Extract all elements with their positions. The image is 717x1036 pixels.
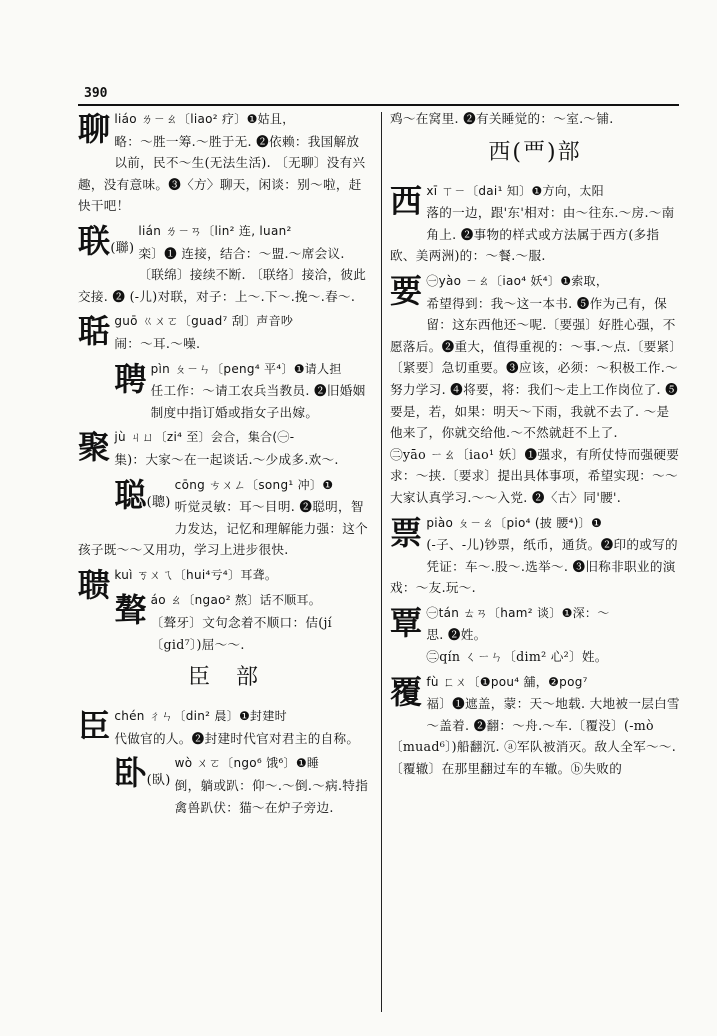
- headword: 票: [390, 513, 423, 552]
- dict-entry-chen: [78, 705, 370, 749]
- dict-entry-wo: [78, 752, 370, 818]
- entry-definition: (-子、-儿)钞票，纸币，通货。❷印的或写的凭证：车～.股～.选举～. ❸旧称非职业的演戏：～友.玩～.: [390, 537, 678, 596]
- headword: 聱: [114, 591, 147, 630]
- entry-pronunciation: kuì ㄎㄨㄟ〔hui⁴亏⁴〕耳聋。: [114, 567, 278, 582]
- headword: 覃: [390, 603, 423, 642]
- entry-pronunciation: ㊀tán ㄊㄢ〔ham² 谈〕❶深：～: [426, 605, 610, 620]
- left-column: [78, 108, 370, 821]
- headword: 臣: [78, 707, 111, 746]
- entry-pronunciation: liáo ㄌㄧㄠ〔liao² 疗〕❶姑且，: [114, 112, 295, 126]
- entry-definition: 希望得到：我～这一本书. ❺作为己有，保留：这东西他还～呢.〔要强〕好胜心强，不愿落后。❷重大，值得重视的：～事.～点.〔要紧〕〔紧要〕急切重要。❸应该，必须：～积极工作.～努力学习. ❹将要，将：我们～走上工作岗位了. ❺要是，若，如果：明天～下雨，我就不去了. ～是他来了，你就交给他.～不然就赶不上了.: [390, 295, 678, 441]
- entry-continuation: [390, 108, 680, 130]
- entry-pronunciation: pìn ㄆㄧㄣ〔peng⁴ 平⁴〕❶请人担: [150, 361, 342, 376]
- header-rule: [78, 104, 679, 106]
- entry-definition: 落的一边，跟'东'相对：由～往东.～房.～南角上. ❷事物的样式或方法属于西方(多指欧、美两洲)的：～餐.～服.: [390, 205, 675, 264]
- page-number: 390: [84, 86, 108, 101]
- dict-entry-xi: [390, 180, 680, 267]
- column-divider: [381, 112, 382, 1012]
- entry-definition: 听觉灵敏：耳～目明. ❷聪明，智力发达，记忆和理解能力强：这个孩子既～～又用功，学习上进步很快.: [78, 499, 369, 558]
- entry-definition: 思. ❷姓。: [426, 627, 487, 643]
- entry-pronunciation: chén ㄔㄣ〔din² 晨〕❶封建时: [114, 709, 287, 724]
- dict-entry-ao: [78, 589, 370, 655]
- entry-pronunciation: ㊀yào ㄧㄠ〔iao⁴ 妖⁴〕❶索取，: [426, 273, 609, 288]
- headword: 聪(聰): [114, 475, 171, 514]
- dict-entry-piao: [390, 512, 680, 599]
- dict-entry-yao: [390, 270, 680, 509]
- dict-entry-pin: [78, 358, 370, 424]
- dict-entry-guo: [78, 310, 370, 354]
- headword: 聚: [78, 428, 111, 467]
- dict-entry-lian: [78, 220, 370, 307]
- entry-pronunciation: jù ㄐㄩ〔zi⁴ 至〕会合，集合(㊀-: [114, 430, 295, 445]
- entry-pronunciation: piào ㄆㄧㄠ〔pio⁴ (披 腰⁴)〕❶: [426, 515, 603, 530]
- dict-entry-fu: [390, 671, 680, 780]
- headword: 聩: [78, 565, 111, 604]
- entry-pronunciation: cōng ㄘㄨㄥ〔song¹ 冲〕❶: [174, 477, 334, 492]
- dict-entry-tan: [390, 602, 680, 668]
- headword: 聊: [78, 110, 111, 148]
- headword: 西: [390, 181, 423, 220]
- entry-definition: 集)：大家～在一起谈话.～少成多.欢～.: [114, 451, 339, 467]
- entry-pronunciation: xī ㄒㄧ〔dai¹ 知〕❶方向，太阳: [426, 183, 604, 198]
- entry-definition: 栾〕❶ 连接，结合：～盟.～席会议. 〔联绵〕接续不断. 〔联络〕接洽，彼此交接. ❷ (-儿)对联，对子：上～.下～.挽～.春～.: [78, 245, 367, 304]
- entry-sub-reading: ㊁qín ㄑㄧㄣ〔dim² 心²〕姓。: [426, 649, 608, 665]
- headword: 聘: [114, 359, 147, 398]
- section-heading-chen: 臣 部: [187, 665, 260, 691]
- entry-definition: 闹：～耳.～噪.: [114, 335, 201, 351]
- entry-sub-reading: ㊁yāo ㄧㄠ〔iao¹ 妖〕❶强求，有所仗恃而强硬要求：～挟.〔要求〕提出具体事项，希望实现：～～大家认真学习.～～入党. ❷〈古〉同'腰'.: [390, 446, 680, 505]
- entry-pronunciation: guō ㄍㄨㄛ〔guad⁷ 刮〕声音吵: [114, 314, 294, 329]
- entry-pronunciation: wò ㄨㄛ〔ngo⁶ 饿⁶〕❶睡: [174, 756, 320, 771]
- entry-definition: 任工作：～请工农兵当教员. ❷旧婚姻制度中指订婚或指女子出嫁。: [150, 383, 366, 420]
- section-heading-xi: 西(覀)部: [488, 139, 582, 165]
- entry-definition: 福〕❶遮盖，蒙：天～地载. 大地被一层白雪～盖着. ❷翻：～舟.～车.〔覆没〕(-mò〔muad⁶〕)船翻沉. ⓐ军队被消灭。敌人全军～～. 〔覆辙〕在那里翻过车的车辙。ⓑ失败的: [390, 696, 680, 777]
- dict-entry-ju: [78, 426, 370, 470]
- headword: 联(聯): [78, 221, 135, 260]
- headword: 聒: [78, 312, 111, 351]
- entry-definition: 倒，躺或趴：仰～.～倒.～病.特指禽兽趴伏：猫～在炉子旁边.: [174, 778, 369, 815]
- right-column: [390, 108, 680, 783]
- entry-pronunciation: fù ㄈㄨ〔❶pou⁴ 舖，❷pog⁷: [426, 674, 588, 689]
- entry-pronunciation: áo ㄠ〔ngao² 熬〕话不顺耳。: [150, 593, 322, 608]
- headword: 覆: [390, 672, 423, 711]
- entry-definition: 略：～胜一筹.～胜于无. ❷依赖：我国解放以前，民不～生(无法生活). 〔无聊〕没有兴趣，没有意味。❸〈方〉聊天，闲谈：别～啦，赶快干吧！: [78, 133, 366, 214]
- entry-definition: 代做官的人。❷封建时代官对君主的自称。: [114, 730, 360, 746]
- entry-definition: 〔聱牙〕文句念着不顺口：佶(jí〔gid⁷〕)屈～～.: [150, 615, 332, 652]
- entry-definition: 鸡～在窝里. ❷有关睡觉的：～室.～铺.: [390, 111, 614, 126]
- headword: 卧(臥): [114, 754, 171, 793]
- dict-entry-cong: [78, 474, 370, 561]
- dict-entry-liao: [78, 108, 370, 217]
- entry-pronunciation: lián ㄌㄧㄢ〔lin² 连, luan²: [138, 223, 292, 238]
- headword: 要: [390, 271, 423, 310]
